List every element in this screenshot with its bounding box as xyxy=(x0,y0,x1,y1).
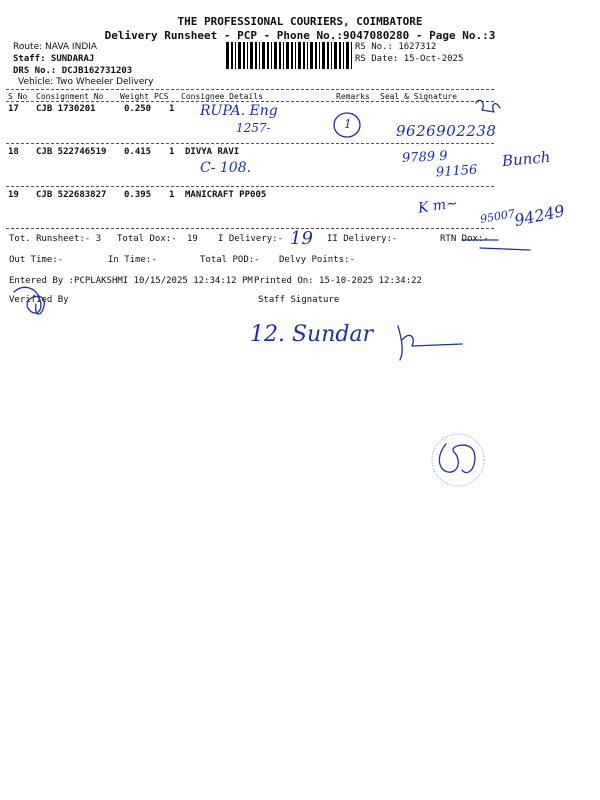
seal-ring xyxy=(432,434,484,486)
printed-on: Printed On: 15-10-2025 12:34:22 xyxy=(254,276,422,286)
row-19-phone-2: 94249 xyxy=(512,200,567,231)
row-18-pcs: 1 xyxy=(169,147,175,157)
delvy-points-label: Delvy Points:- xyxy=(279,255,355,265)
total-runsheet: Tot. Runsheet:- 3 xyxy=(9,234,102,244)
row-17-phone: 9626902238 xyxy=(396,122,497,140)
route-label: Route: NAVA INDIA xyxy=(13,42,98,52)
out-time-label: Out Time:- xyxy=(9,255,64,265)
row-17-remark: 1 xyxy=(344,117,352,131)
i-delivery-handwritten-value: 19 xyxy=(290,228,313,249)
seal-scribble xyxy=(439,444,474,473)
rtn-dox-label: RTN Dox:- xyxy=(440,234,489,244)
row-17-handwritten-consignee: RUPA. Eng xyxy=(200,103,278,119)
col-seal-signature: Seal & Signature xyxy=(380,92,458,101)
row-18-weight: 0.415 xyxy=(124,147,152,157)
row-18-signature: Bunch xyxy=(501,147,552,171)
entered-by: Entered By :PCPLAKSHMI 10/15/2025 12:34:12 PM xyxy=(9,276,253,286)
col-sno: S No xyxy=(8,92,28,101)
ii-delivery-label: II Delivery:- xyxy=(327,234,398,244)
row-19-phone-1: 95007 xyxy=(479,207,516,226)
i-delivery-label: I Delivery:- xyxy=(218,234,284,244)
row-18-phone-2: 91156 xyxy=(435,162,478,181)
row-19-sno: 19 xyxy=(8,190,19,200)
row-17-weight: 0.250 xyxy=(124,104,152,114)
row-17-consignment: CJB 1730201 xyxy=(36,104,96,114)
staff-signature-text: 12. Sundar xyxy=(250,322,374,347)
staff-label: Staff: SUNDARAJ xyxy=(13,54,95,64)
table-header-rule xyxy=(6,101,494,102)
company-title: THE PROFESSIONAL COURIERS, COIMBATORE xyxy=(177,15,423,28)
row-19-rule xyxy=(6,228,494,229)
row-19-pcs: 1 xyxy=(169,190,175,200)
row-19-sign-mark: K m~ xyxy=(417,195,459,217)
row-17-sno: 17 xyxy=(8,104,19,114)
row-17-rule xyxy=(6,143,494,144)
col-consignee: Consignee Details xyxy=(181,92,263,101)
col-weight: Weight xyxy=(120,92,149,101)
row-17-handwritten-door: 1257- xyxy=(236,121,271,135)
row-18-handwritten-door: C- 108. xyxy=(200,160,252,176)
total-dox-label: Total Dox:- xyxy=(117,234,177,244)
row-18-rule xyxy=(6,186,494,187)
drs-number: DRS No.: DCJB162731203 xyxy=(13,66,133,76)
row-18-consignment: CJB 522746519 xyxy=(36,147,107,157)
row-17-seal-mark xyxy=(476,100,500,112)
runsheet-subtitle: Delivery Runsheet - PCP - Phone No.:9047080280 - Page No.:3 xyxy=(104,29,496,42)
row-19-consignment: CJB 522683827 xyxy=(36,190,107,200)
row-19-consignee: MANICRAFT PP005 xyxy=(185,190,267,200)
total-dox-value: 19 xyxy=(187,234,198,244)
row-19-weight: 0.395 xyxy=(124,190,152,200)
col-consignment: Consignment No xyxy=(36,92,104,101)
staff-signature-label: Staff Signature xyxy=(258,295,340,305)
row-18-sno: 18 xyxy=(8,147,19,157)
row-18-consignee: DIVYA RAVI xyxy=(185,147,240,157)
rs-date: RS Date: 15-Oct-2025 xyxy=(355,54,464,64)
verified-by-label: Verified By xyxy=(9,295,69,305)
barcode xyxy=(226,42,352,69)
vehicle-label: Vehicle: Two Wheeler Delivery xyxy=(18,77,154,87)
rs-number: RS No.: 1627312 xyxy=(355,42,437,52)
col-pcs: PCS xyxy=(154,92,169,101)
col-remarks: Remarks xyxy=(336,92,370,101)
table-top-rule xyxy=(6,89,494,90)
total-pod-label: Total POD:- xyxy=(200,255,260,265)
row-18-phone-1: 9789 9 xyxy=(401,148,448,167)
row-17-pcs: 1 xyxy=(169,104,175,114)
staff-signature-flourish xyxy=(398,326,462,360)
in-time-label: In Time:- xyxy=(108,255,157,265)
